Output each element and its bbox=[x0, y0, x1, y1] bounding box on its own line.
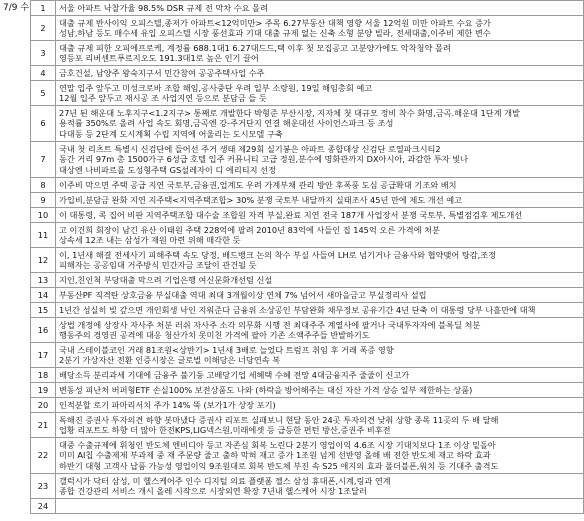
headline-cell bbox=[56, 106, 584, 142]
table-row bbox=[31, 1, 584, 16]
table-row bbox=[31, 208, 584, 223]
headline-line: 용적률 350%로 올려 사업 속도 회명,금곡엔 강-주거단지 연결 해운대선 사이언스파크 등 조성 bbox=[59, 118, 394, 129]
row-number: 6 bbox=[31, 106, 56, 142]
headline-line: 대중 수출규제에 휘청인 반도체 엔비디아 등고 자존심 회복 노린다 2분기 영업이익 4.6조 시장 기대치보다 1조 이상 밑돌아 bbox=[59, 439, 496, 450]
table-row bbox=[31, 41, 584, 66]
headline-line: 성남,하남 등도 매수세 유입 오피스텔 시장 풍선효과 기대 대출 규제 없는 신축 소형 분양 빌라, 전세대출,이주비 제한 변수 bbox=[59, 28, 491, 38]
headline-cell bbox=[56, 193, 584, 208]
headline-line: 영등포 리버센트푸르지오도 191.3대1로 높은 인기 끌어 bbox=[59, 53, 259, 63]
row-number: 22 bbox=[31, 438, 56, 474]
headline-cell bbox=[56, 273, 584, 288]
row-number: 3 bbox=[31, 41, 56, 66]
row-number: 5 bbox=[31, 81, 56, 106]
headline-line: 갤럭시가 닥터 삼성, 미 헬스케어주 인수 디지털 의료 플랫폼 젤스 삼성 휴대폰,시계,링과 연계 bbox=[59, 475, 391, 486]
headline-cell bbox=[56, 178, 584, 193]
row-number: 8 bbox=[31, 178, 56, 193]
headline-line: 종합 건강관리 서비스 개시 올레 시작으로 시장외연 확장 7년내 헬스케어 시장 1조달러 bbox=[59, 486, 367, 496]
row-number: 19 bbox=[31, 383, 56, 398]
table-row bbox=[31, 178, 584, 193]
headline-line: 지인,친인척 부당대출 막으려 기업은행 여신문화개선팀 신설 bbox=[59, 274, 273, 285]
row-number: 20 bbox=[31, 398, 56, 413]
headline-cell bbox=[56, 303, 584, 318]
headline-cell bbox=[56, 383, 584, 398]
headline-cell bbox=[56, 474, 584, 499]
date-label: 7/9 수 bbox=[3, 3, 30, 13]
headline-line: 2분기 가상자산 전환 인증시장은 글로벌 이해당은 너당연속 복 bbox=[59, 355, 281, 365]
headline-line: 고 이건희 회장이 남긴 유산 이태원 주택 228억에 팔려 2010년 83억에 사들인 집 145억 오른 가격에 처분 bbox=[59, 224, 440, 235]
row-number: 16 bbox=[31, 318, 56, 343]
row-number: 21 bbox=[31, 413, 56, 438]
headline-line: 이, 1년새 해결 전세사기 피해주택 속도 당정, 배드뱅크 논의 착수 부실 사들여 LH로 넘기거나 금융사와 협약맺어 탕감,조정 bbox=[59, 249, 497, 260]
headline-cell bbox=[56, 343, 584, 368]
headline-cell bbox=[56, 223, 584, 248]
headline-cell bbox=[56, 142, 584, 178]
table-row bbox=[31, 81, 584, 106]
headline-line: 독해진 증권사 투자의견 하향 봇마냈다 증권사 리포트 실패보니 현달 동안 24곳 투자의견 낮춰 상향 종목 11곳의 두 배 달해 bbox=[59, 414, 499, 425]
headline-cell bbox=[56, 81, 584, 106]
news-table-body bbox=[31, 1, 584, 514]
row-number: 4 bbox=[31, 66, 56, 81]
row-number: 12 bbox=[31, 248, 56, 273]
headline-line: 연말 입주 앞두고 미성크로바 조합 해임,공사중단 우려 일부 소랑원, 19일 해임총회 예고 bbox=[59, 82, 373, 93]
headline-line: 상속세 12조 내는 삼성가 재원 마련 위해 매각한 듯 bbox=[59, 235, 241, 245]
row-number: 17 bbox=[31, 343, 56, 368]
headline-cell bbox=[56, 318, 584, 343]
row-number: 14 bbox=[31, 288, 56, 303]
headline-cell bbox=[56, 398, 584, 413]
headline-line: 국내 스테이블코인 거래 81조원<상반기> 1년새 3배로 늘었다 트럼프 취임 후 거래 폭증 영향 bbox=[59, 344, 394, 355]
headline-line: 12월 입주 앞두고 재시공 조 사업지연 등으로 분담금 들 듯 bbox=[59, 93, 267, 103]
headline-line: 상법 개정에 상장사 자사주 처분 러쉬 자사주 소각 의무화 시행 전 최대주주 계열사에 팔거나 국내투자자에 블록딜 처분 bbox=[59, 319, 481, 330]
row-number: 1 bbox=[31, 1, 56, 16]
table-row bbox=[31, 142, 584, 178]
table-row bbox=[31, 413, 584, 438]
table-row bbox=[31, 303, 584, 318]
row-number: 10 bbox=[31, 208, 56, 223]
row-number: 11 bbox=[31, 223, 56, 248]
table-row bbox=[31, 288, 584, 303]
headline-line: 이주비 막으면 주택 공급 지연 국토부,금융권,업계도 우려 가계부채 관리 방안 후폭풍 도심 공급확대 기조와 배치 bbox=[59, 179, 457, 190]
headline-cell bbox=[56, 413, 584, 438]
headline-cell bbox=[56, 208, 584, 223]
table-row bbox=[31, 368, 584, 383]
headline-line: 대출 규제 피한 오피에프로케, 계정률 688.1대1 6.27대드드,택 이후 첫 모집공고 고분양가에도 악착청약 몰려 bbox=[59, 42, 451, 53]
news-table bbox=[30, 0, 584, 514]
headline-cell bbox=[56, 288, 584, 303]
table-row bbox=[31, 438, 584, 474]
headline-cell bbox=[56, 499, 584, 514]
table-row bbox=[31, 193, 584, 208]
headline-cell bbox=[56, 1, 584, 16]
headline-line: 변동성 피난처 버퍼형ETF 손실100% 보전상품도 나와 (하락을 방어해주는 대신 자산 가격 상승 일부 제한하는 상품) bbox=[59, 384, 473, 395]
headline-line: 인적분할 로기 파마리서치 주가 14% 뚝 (보가1가 상장 포기) bbox=[59, 399, 276, 410]
headline-line: 업황 리포트도 하향 더 많아 한전KPS,LIG넥스원,미래에셋 등 급등한 편턴 방산,증권주 비후전 bbox=[59, 425, 391, 435]
headline-cell bbox=[56, 16, 584, 41]
row-number: 2 bbox=[31, 16, 56, 41]
headline-line: 하반기 대형 고객사 납품 가능성 영업이익 9조원대로 회복 반도체 부진 속 S25 애지의 효과 폴더블폰,워치 등 기대주 출격도 bbox=[59, 460, 499, 471]
table-row bbox=[31, 398, 584, 413]
headline-cell bbox=[56, 66, 584, 81]
headline-line: 다대동 등 2단계 도시계획 수립 지역에 어울리는 도시모델 구축 bbox=[59, 128, 283, 139]
table-row bbox=[31, 474, 584, 499]
headline-line: 가입비,분담금 완화 지연 지주택<지역주택조합> 30% 분쟁 국토부 내달까지 실태조사 45년 만에 제도 개선 예고 bbox=[59, 194, 463, 205]
table-row bbox=[31, 248, 584, 273]
row-number: 9 bbox=[31, 193, 56, 208]
table-row bbox=[31, 499, 584, 514]
headline-line: 대상엔 나비파르를 도성형주택 GS설레자이 디 에리티지 선정 bbox=[59, 164, 276, 175]
headline-line: 동간 거리 97m 총 1500가구 6성급 호텔 입주 커뮤니티 고급 정원,분수에 명화관까지 DX아시아, 과감한 투자 빛나 bbox=[59, 154, 469, 165]
row-number: 18 bbox=[31, 368, 56, 383]
table-row bbox=[31, 273, 584, 288]
headline-line: 피해자는 공공임대 거주방식 민간자금 조달이 관건될 듯 bbox=[59, 260, 257, 270]
table-row bbox=[31, 318, 584, 343]
headline-line: 행동주의 경영권 공격에 대응 청산가치 못미친 가격에 팔아 기존 소액주주들 반발하기도 bbox=[59, 330, 370, 340]
headline-line: 대출 규제 반사이익 오피스텔,종저가 아파트<12억미만> 주목 6.27부동산 대책 영향 서울 12억원 미만 아파트 수요 증가 bbox=[59, 17, 491, 28]
headline-line: 서울 아파트 낙찰가율 98.5% DSR 규제 전 막차 수요 몰려 bbox=[59, 2, 268, 13]
table-row bbox=[31, 66, 584, 81]
row-number: 13 bbox=[31, 273, 56, 288]
headline-cell bbox=[56, 248, 584, 273]
row-number: 7 bbox=[31, 142, 56, 178]
date-column bbox=[0, 0, 30, 521]
headline-line: 금호건설, 남양주 왕숙지구서 민간참여 공공주택사업 수주 bbox=[59, 67, 265, 78]
headline-line: 배당소득 분리과세 기대에 금융주 불기둥 고배당기업 세혜택 수혜 전망 4대금융지주 줄줄이 신고가 bbox=[59, 369, 410, 380]
row-number: 24 bbox=[31, 499, 56, 514]
table-row bbox=[31, 16, 584, 41]
table-row bbox=[31, 343, 584, 368]
table-row bbox=[31, 223, 584, 248]
headline-line: 부동산PF 직격탄 상호금융 부실대출 역대 최대 3개월이상 연체 7% 넘어서 새마을금고 부실정리사 설립 bbox=[59, 289, 427, 300]
table-row bbox=[31, 383, 584, 398]
headline-cell bbox=[56, 41, 584, 66]
headline-cell bbox=[56, 438, 584, 474]
headline-line: 국내 첫 리츠트 특별시 신검단에 들어선 주거 생태 제29회 실기봉은 아파트 종합대상 신검단 로열파크시티2 bbox=[59, 143, 441, 154]
row-number: 15 bbox=[31, 303, 56, 318]
table-row bbox=[31, 106, 584, 142]
headline-cell bbox=[56, 368, 584, 383]
headline-line: 이 대통령, 콕 집어 비판 지역주택조합 대수술 조합원 자격 부실,완료 지연 전국 187개 사업장서 분쟁 국토부, 특별점검후 제도개선 bbox=[59, 209, 523, 220]
headline-line: 27년 된 해운대 노후지구<1.2지구> 통째로 개발한다 박형준 부산시장, 지자체 첫 대규모 정비 착수 화명,금곡.해운대 1단계 개발 bbox=[59, 107, 520, 118]
row-number: 23 bbox=[31, 474, 56, 499]
headline-line: 미미 AI칩 수출제제 부과제 중 재 주문량 줄고 출하 막혀 재고 증가 1조원 넘게 선반영 올해 배 전한 반도체 재고 하락 효과 bbox=[59, 450, 491, 461]
headline-line: 1년간 성실히 빚 갚으면 개인회생 낙인 지워준다 금융위 소상공인 부담완화 채무정보 공유기간 4년 단축 이 대통령 당부 나흘만에 대책 bbox=[59, 304, 536, 315]
